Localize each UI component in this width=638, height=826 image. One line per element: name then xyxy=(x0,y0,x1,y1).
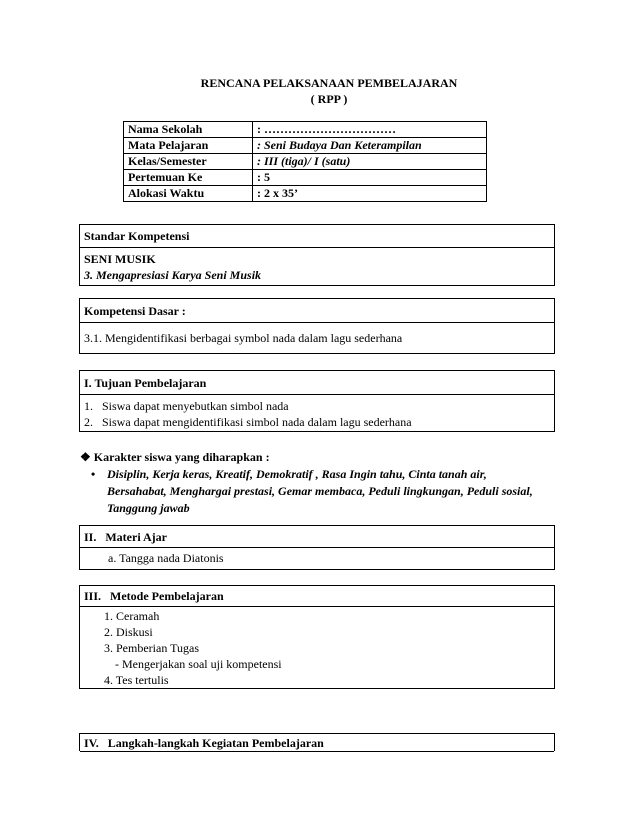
table-row xyxy=(124,138,487,154)
materi-heading: II. Materi Ajar xyxy=(80,526,554,548)
document-subtitle: ( RPP ) xyxy=(310,92,348,106)
kompetensi-dasar-box xyxy=(79,298,555,354)
table-row xyxy=(124,122,487,138)
table-row xyxy=(124,170,487,186)
materi-item: a. Tangga nada Diatonis xyxy=(108,551,224,565)
info-label: Mata Pelajaran xyxy=(124,138,253,154)
metode-box xyxy=(79,585,555,689)
metode-heading: III. Metode Pembelajaran xyxy=(80,586,554,607)
list-item: - Mengerjakan soal uji kompetensi xyxy=(115,657,282,671)
list-item: 2. Diskusi xyxy=(104,625,153,639)
document-title: RENCANA PELAKSANAAN PEMBELAJARAN xyxy=(200,76,458,90)
list-item: 3. Pemberian Tugas xyxy=(104,641,200,655)
info-label: Pertemuan Ke xyxy=(124,170,253,186)
info-value: : III (tiga)/ I (satu) xyxy=(257,154,351,168)
info-value: : 5 xyxy=(253,170,487,186)
langkah-heading: IV. Langkah-langkah Kegiatan Pembelajaran xyxy=(80,734,554,752)
info-table xyxy=(123,121,487,202)
standar-kompetensi-box xyxy=(79,224,555,286)
tujuan-heading: I. Tujuan Pembelajaran xyxy=(80,371,554,395)
list-item: 2. Siswa dapat mengidentifikasi simbol nada dalam lagu sederhana xyxy=(84,415,412,429)
bullet-icon: • xyxy=(91,467,96,481)
list-item: Tanggung jawab xyxy=(107,501,190,515)
list-item: Bersahabat, Menghargai prestasi, Gemar membaca, Peduli lingkungan, Peduli sosial, xyxy=(107,484,533,498)
materi-box xyxy=(79,525,555,570)
info-value: : Seni Budaya Dan Keterampilan xyxy=(257,138,422,152)
info-value: : …………………………… xyxy=(253,122,487,138)
standar-kompetensi-item: 3. Mengapresiasi Karya Seni Musik xyxy=(84,268,262,282)
list-item: 4. Tes tertulis xyxy=(104,673,169,687)
tujuan-box xyxy=(79,370,555,432)
karakter-section xyxy=(80,449,570,517)
list-item: 1. Ceramah xyxy=(104,609,160,623)
info-label: Kelas/Semester xyxy=(124,154,253,170)
info-label: Alokasi Waktu xyxy=(124,186,253,202)
table-row xyxy=(124,154,487,170)
standar-kompetensi-subject: SENI MUSIK xyxy=(84,252,156,266)
list-item: 1. Siswa dapat menyebutkan simbol nada xyxy=(84,399,289,413)
list-item: Disiplin, Kerja keras, Kreatif, Demokratif , Rasa Ingin tahu, Cinta tanah air, xyxy=(107,467,487,481)
kompetensi-dasar-item: 3.1. Mengidentifikasi berbagai symbol nada dalam lagu sederhana xyxy=(84,331,403,345)
info-label: Nama Sekolah xyxy=(124,122,253,138)
standar-kompetensi-heading: Standar Kompetensi xyxy=(80,225,554,248)
table-row xyxy=(124,186,487,202)
kompetensi-dasar-heading: Kompetensi Dasar : xyxy=(80,299,554,323)
langkah-box xyxy=(79,733,555,751)
karakter-list xyxy=(80,466,570,517)
info-value: : 2 x 35’ xyxy=(253,186,487,202)
karakter-heading: ❖ Karakter siswa yang diharapkan : xyxy=(80,450,270,464)
